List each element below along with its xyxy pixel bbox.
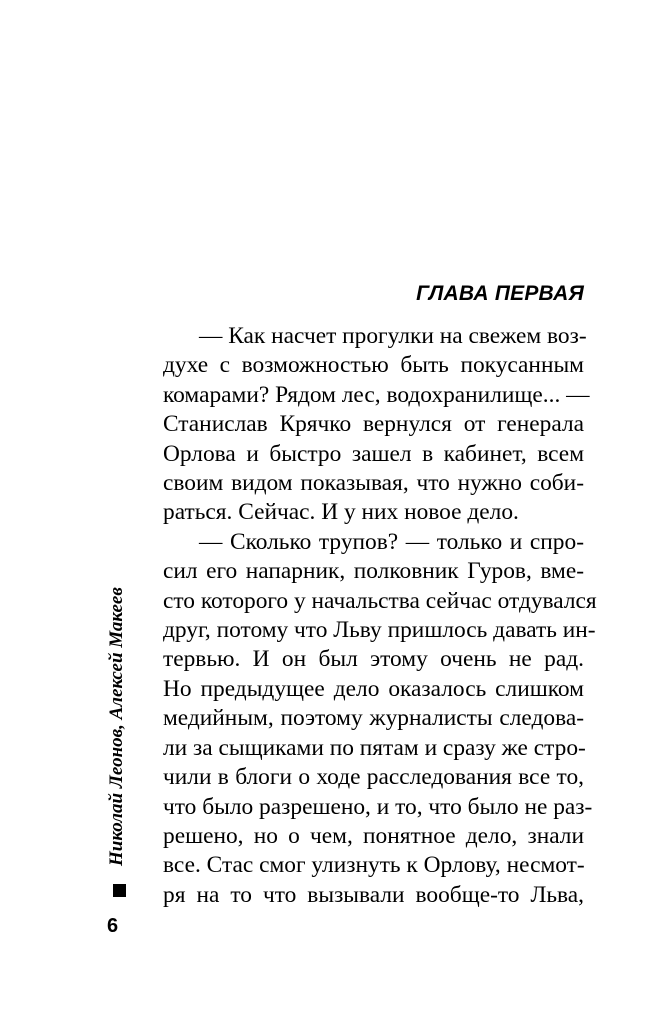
text-line: что было разрешено, и то, что было не раз- xyxy=(163,793,593,820)
text-line: — Как насчет прогулки на свежем воз- xyxy=(199,323,587,349)
text-line: своим видом показывая, что нужно соби- xyxy=(163,470,584,497)
text-line: тервью. И он был этому очень не рад. xyxy=(163,646,584,673)
body-text xyxy=(163,322,597,910)
text-line: ря на то что вызывали вообще-то Льва, xyxy=(163,881,584,908)
text-line: раться. Сейчас. И у них новое дело. xyxy=(163,499,519,526)
text-line: Но предыдущее дело оказалось слишком xyxy=(163,675,584,702)
page-number: 6 xyxy=(107,915,119,937)
text-line: — Сколько трупов? — только и спро- xyxy=(199,528,584,555)
square-marker-icon xyxy=(113,884,126,897)
text-line: сто которого у начальства сейчас отдувался xyxy=(163,587,597,614)
text-line: чили в блоги о ходе расследования все то, xyxy=(163,764,584,791)
text-line: решено, но о чем, понятное дело, знали xyxy=(163,822,584,849)
text-line: сил его напарник, полковник Гуров, вме- xyxy=(163,558,584,585)
text-line: ли за сыщиками по пятам и сразу же стро- xyxy=(163,734,586,761)
text-line: медийным, поэтому журналисты следова- xyxy=(163,705,584,732)
text-line: Станислав Крячко вернулся от генерала xyxy=(163,411,584,438)
text-line: Орлова и быстро зашел в кабинет, всем xyxy=(163,440,584,467)
running-head-authors: Николай Леонов, Алексей Макеев xyxy=(106,587,127,866)
text-line: друг, потому что Льву пришлось давать ин- xyxy=(163,617,596,644)
text-line: духе с возможностью быть покусанным xyxy=(163,352,584,379)
text-line: все. Стас смог улизнуть к Орлову, несмот- xyxy=(163,852,585,879)
chapter-title: ГЛАВА ПЕРВАЯ xyxy=(416,282,584,305)
text-line: комарами? Рядом лес, водохранилище... — xyxy=(163,381,590,408)
